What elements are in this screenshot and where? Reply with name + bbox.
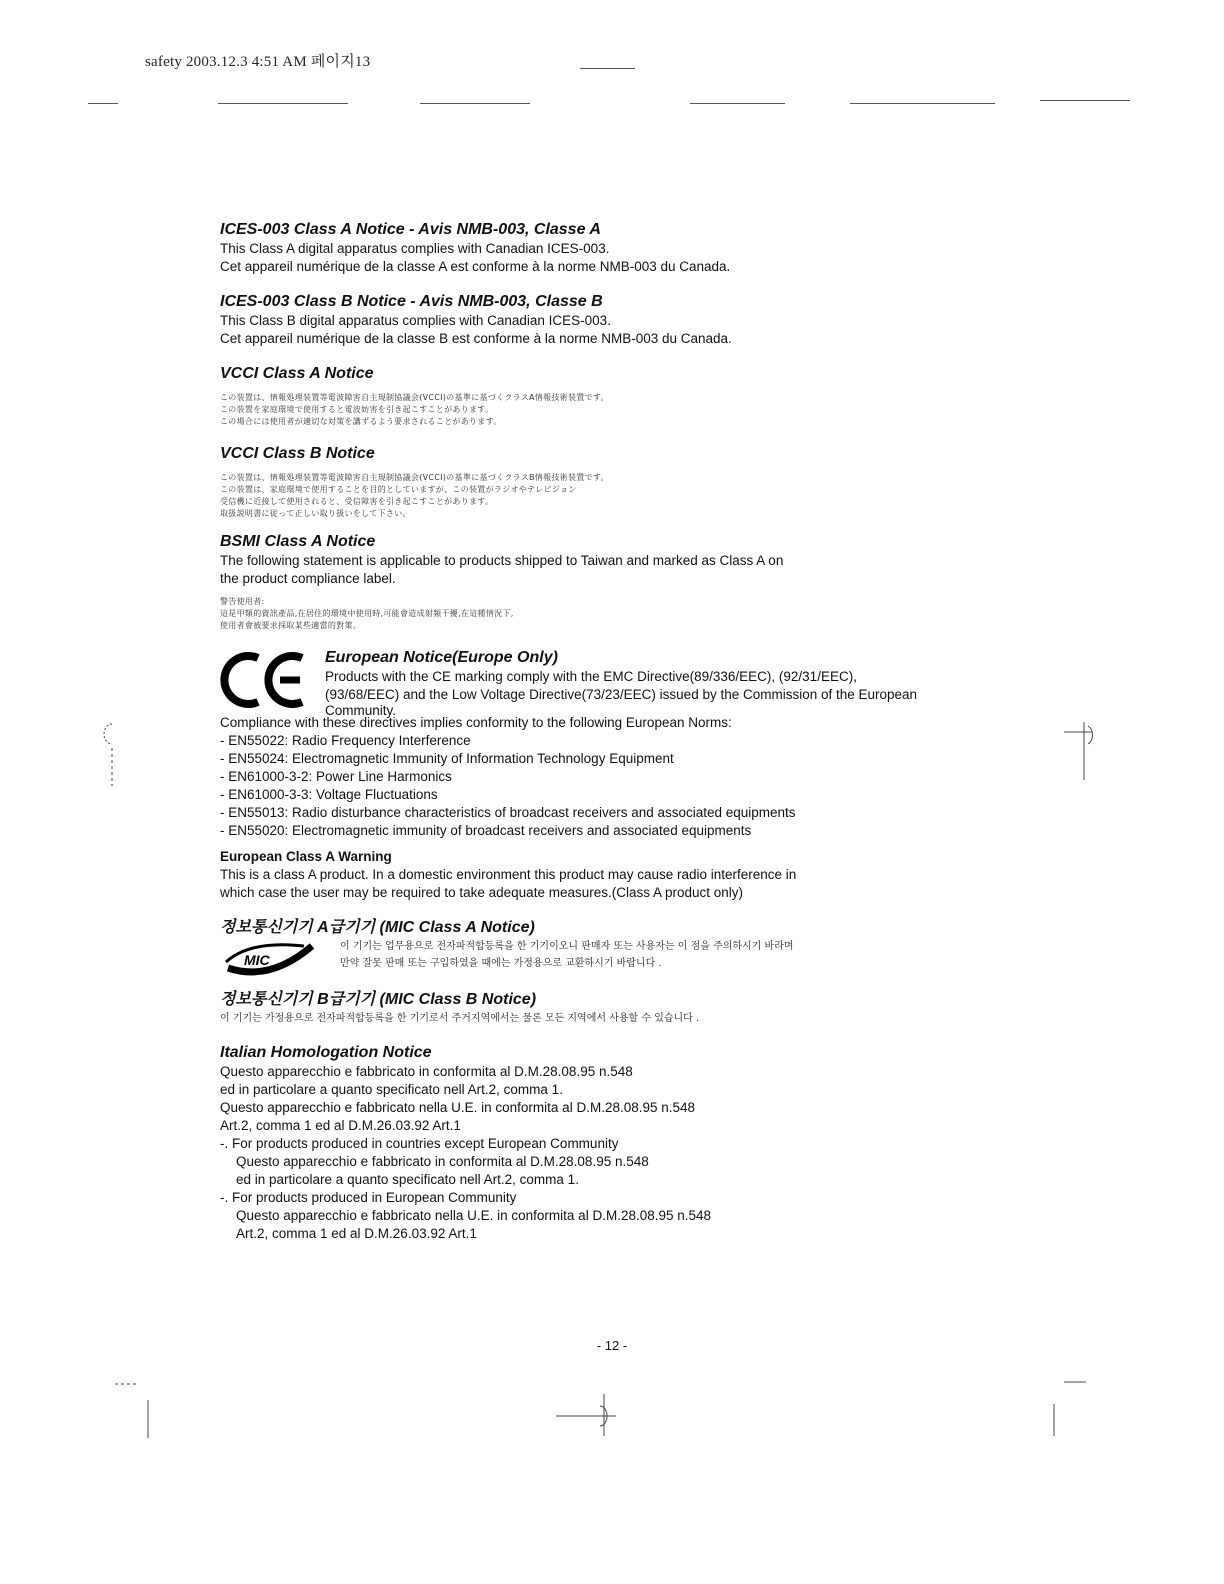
european-notice-section xyxy=(220,648,980,902)
italian-sub-line: Questo apparecchio e fabbricato in conformita al D.M.28.08.95 n.548 xyxy=(236,1154,649,1169)
mic-class-a-line: 만약 잘못 판매 또는 구입하였을 때에는 가정용으로 교환하시기 바랍니다 . xyxy=(340,958,662,969)
european-norm-item: - EN55022: Radio Frequency Interference xyxy=(220,733,471,748)
mic-class-b-line: 이 기기는 가정용으로 전자파적합등록을 한 기기로서 주거지역에서는 물론 모든 지역에서 사용할 수 있습니다 . xyxy=(220,1013,700,1024)
registration-mark-bottom-center xyxy=(556,1392,626,1438)
mic-class-b-section xyxy=(220,990,980,1027)
vcci-class-a-section xyxy=(220,364,980,428)
european-intro-line: Community. xyxy=(325,703,397,718)
european-compliance-line: Compliance with these directives implies conformity to the following European Norms: xyxy=(220,715,732,730)
european-norm-item: - EN61000-3-2: Power Line Harmonics xyxy=(220,769,452,784)
vcci-class-a-title: VCCI Class A Notice xyxy=(220,365,374,382)
mic-class-a-title: 정보통신기기 A급기기 (MIC Class A Notice) xyxy=(220,919,535,936)
bsmi-chinese-line: 這是甲類的資訊產品,在居住的環境中使用時,可能會造成射頻干擾,在這種情況下, xyxy=(220,609,514,618)
ices-class-a-title: ICES-003 Class A Notice - Avis NMB-003, Classe A xyxy=(220,221,601,238)
european-intro-line: (93/68/EEC) and the Low Voltage Directive(73/23/EEC) issued by the Commission of the European xyxy=(325,687,918,702)
italian-sub-line: Art.2, comma 1 ed al D.M.26.03.92 Art.1 xyxy=(236,1226,477,1241)
document-body xyxy=(220,220,980,1243)
vcci-class-b-section xyxy=(220,444,980,520)
bsmi-class-a-title: BSMI Class A Notice xyxy=(220,533,376,550)
european-warning-line: This is a class A product. In a domestic environment this product may cause radio interference in xyxy=(220,867,797,882)
european-norm-item: - EN55024: Electromagnetic Immunity of Information Technology Equipment xyxy=(220,751,674,766)
ices-class-b-line: Cet appareil numérique de la classe B est conforme à la norme NMB-003 du Canada. xyxy=(220,331,732,346)
ices-class-b-title: ICES-003 Class B Notice - Avis NMB-003, Classe B xyxy=(220,293,603,310)
page-number: - 12 - xyxy=(596,1338,628,1353)
european-warning-line: which case the user may be required to take adequate measures.(Class A product only) xyxy=(220,885,744,900)
mic-logo-icon xyxy=(220,938,320,978)
vcci-class-b-title: VCCI Class B Notice xyxy=(220,445,375,462)
ices-class-a-line: Cet appareil numérique de la classe A est conforme à la norme NMB-003 du Canada. xyxy=(220,259,731,274)
ices-class-b-line: This Class B digital apparatus complies with Canadian ICES-003. xyxy=(220,313,611,328)
vcci-class-b-line: この装置は、情報処理装置等電波障害自主規制協議会(VCCI)の基準に基づくクラスB情報技術装置です。 xyxy=(220,473,609,482)
bsmi-class-a-section xyxy=(220,532,980,632)
italian-line: Questo apparecchio e fabbricato in conformita al D.M.28.08.95 n.548 xyxy=(220,1064,633,1079)
svg-text:MIC: MIC xyxy=(244,952,270,968)
italian-line: Art.2, comma 1 ed al D.M.26.03.92 Art.1 xyxy=(220,1118,461,1133)
bsmi-chinese-line: 使用者會被要求採取某些適當的對策。 xyxy=(220,621,362,630)
italian-homologation-title: Italian Homologation Notice xyxy=(220,1044,432,1061)
print-header: safety 2003.12.3 4:51 AM 페이지13 xyxy=(145,54,371,70)
vcci-class-b-line: この装置は、家庭環境で使用することを目的としていますが、この装置がラジオやテレビジョン xyxy=(220,485,577,494)
european-warning-title: European Class A Warning xyxy=(220,849,392,864)
italian-sub-line: ed in particolare a quanto specificato nell Art.2, comma 1. xyxy=(236,1172,579,1187)
crop-mark-bottom-left xyxy=(115,1380,155,1440)
european-norm-item: - EN55013: Radio disturbance characteristics of broadcast receivers and associated equipments xyxy=(220,805,796,820)
european-intro-line: Products with the CE marking comply with the EMC Directive(89/336/EEC), (92/31/EEC), xyxy=(325,669,857,684)
vcci-class-a-line: この場合には使用者が適切な対策を講ずるよう要求されることがあります。 xyxy=(220,417,502,426)
vcci-class-b-line: 取扱説明書に従って正しい取り扱いをして下さい。 xyxy=(220,509,411,518)
ices-class-a-section xyxy=(220,220,980,276)
mic-class-a-section xyxy=(220,918,980,978)
ce-mark-icon xyxy=(220,650,310,710)
bsmi-chinese-line: 警告使用者: xyxy=(220,597,265,606)
mic-class-a-line: 이 기기는 업무용으로 전자파적합등록을 한 기기이오니 판매자 또는 사용자는 이 점을 주의하시기 바라며 xyxy=(340,941,794,952)
ices-class-b-section xyxy=(220,292,980,348)
italian-line: Questo apparecchio e fabbricato nella U.E. in conformita al D.M.28.08.95 n.548 xyxy=(220,1100,696,1115)
european-notice-title: European Notice(Europe Only) xyxy=(325,649,558,666)
registration-mark-right xyxy=(1064,722,1104,782)
registration-mark-left xyxy=(98,722,124,788)
vcci-class-b-line: 受信機に近接して使用されると、受信障害を引き起こすことがあります。 xyxy=(220,497,494,506)
vcci-class-a-line: この装置は、情報処理装置等電波障害自主規制協議会(VCCI)の基準に基づくクラスA情報技術装置です。 xyxy=(220,393,609,402)
italian-bullet: -. For products produced in European Community xyxy=(220,1190,517,1205)
italian-homologation-section xyxy=(220,1043,980,1243)
italian-bullet: -. For products produced in countries except European Community xyxy=(220,1136,619,1151)
italian-line: ed in particolare a quanto specificato nell Art.2, comma 1. xyxy=(220,1082,563,1097)
european-norm-item: - EN61000-3-3: Voltage Fluctuations xyxy=(220,787,438,802)
ices-class-a-line: This Class A digital apparatus complies with Canadian ICES-003. xyxy=(220,241,610,256)
european-norm-item: - EN55020: Electromagnetic immunity of broadcast receivers and associated equipments xyxy=(220,823,752,838)
italian-sub-line: Questo apparecchio e fabbricato nella U.E. in conformita al D.M.28.08.95 n.548 xyxy=(236,1208,712,1223)
bsmi-class-a-line: The following statement is applicable to products shipped to Taiwan and marked as Class A on xyxy=(220,553,784,568)
crop-mark-bottom-right xyxy=(1050,1378,1090,1438)
mic-class-b-title: 정보통신기기 B급기기 (MIC Class B Notice) xyxy=(220,991,537,1008)
bsmi-class-a-line: the product compliance label. xyxy=(220,571,396,586)
vcci-class-a-line: この装置を家庭環境で使用すると電波妨害を引き起こすことがあります。 xyxy=(220,405,494,414)
